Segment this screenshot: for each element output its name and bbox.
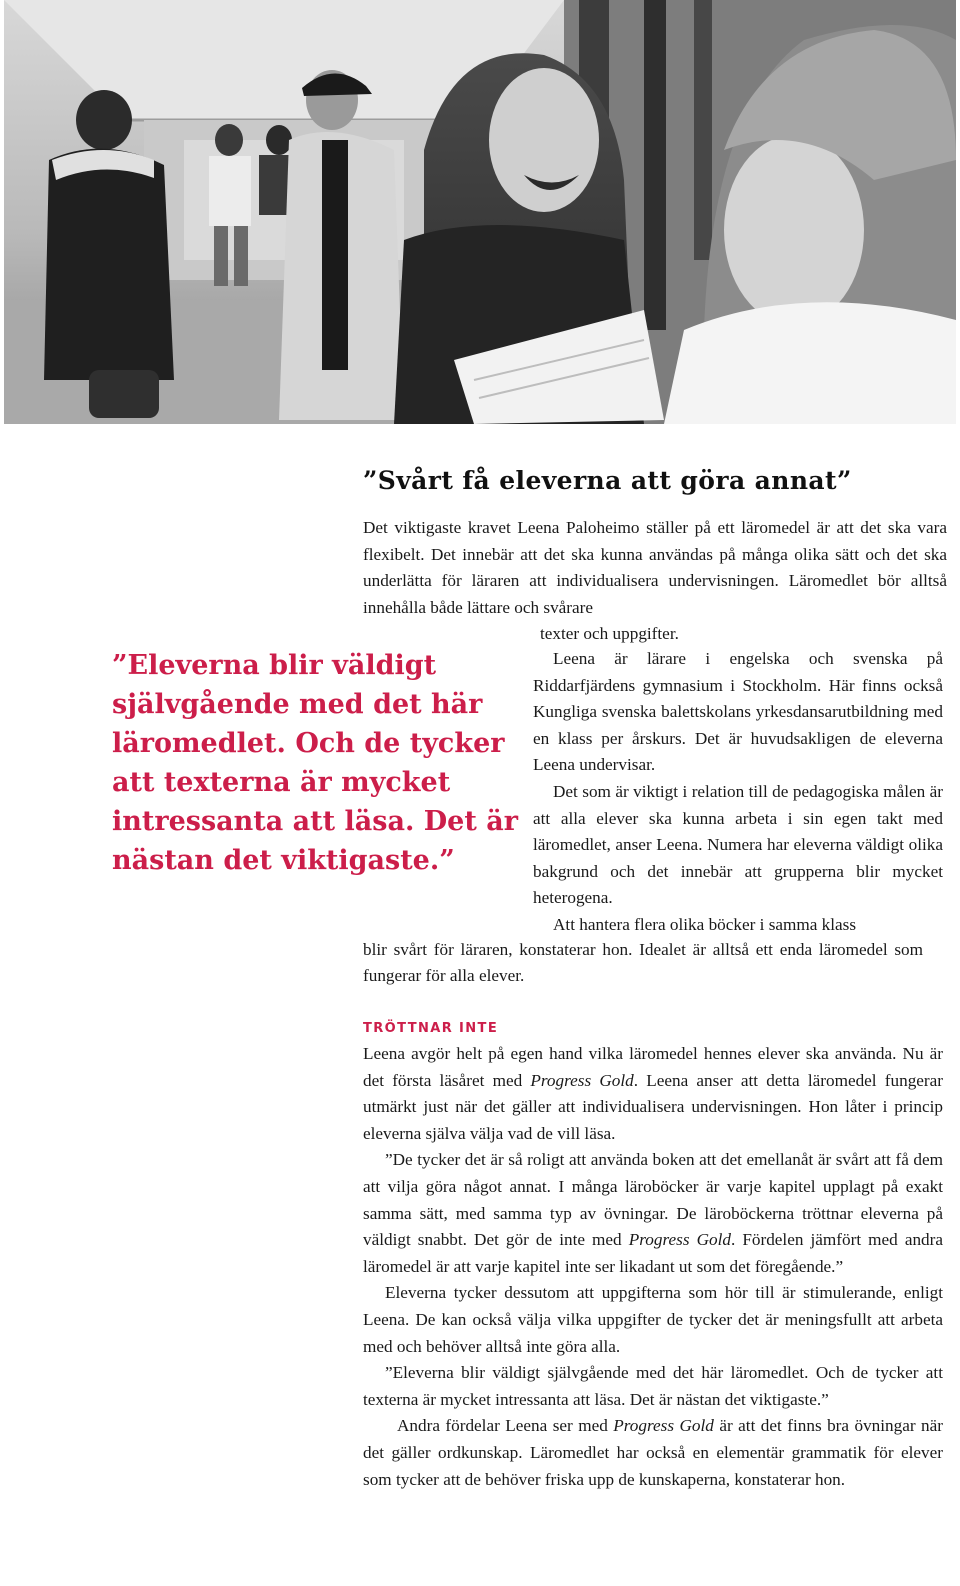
- intro-paragraph-end: texter och uppgifter.: [540, 624, 679, 643]
- paragraph-multiple-books-end: blir svårt för läraren, konstaterar hon. Idealet är alltså ett enda läromedel som fungerar för alla elever.: [363, 939, 923, 986]
- photo-students-corridor: [4, 0, 956, 424]
- paragraph-quote-independent: ”Eleverna blir väldigt självgående med det här läromedlet. Och de tycker att texterna är mycket intressanta att läsa. Det är nästan det viktigaste.”: [363, 1363, 943, 1409]
- photo-students-corridor-icon: [4, 0, 956, 424]
- intro-paragraph: Det viktigaste kravet Leena Paloheimo ställer på ett läromedel är att det ska vara flexibelt. Det innebär att det ska kunna användas på många olika sätt och det ska underlätta för läraren att individualisera undervisningen. Läromedlet bör alltså innehålla både lättare och svårare: [363, 518, 947, 617]
- section-subhead: TRÖTTNAR INTE: [363, 1021, 499, 1036]
- paragraph-other-benefits: Andra fördelar Leena ser med Progress Gold är att det finns bra övningar när det gäller ordkunskap. Läromedlet har också en elementär grammatik för elever som tycker att de behöver friska upp de kunskaperna, konstaterar hon.: [363, 1416, 943, 1489]
- paragraph-quote-fun: ”De tycker det är så roligt att använda boken att det emellanåt är svårt att få dem att vilja göra något annat. I många läroböcker är varje kapitel upplagt på exakt samma sätt, med samma typ av övningar. De läroböckerna tröttnar eleverna på väldigt snabbt. Det gör de inte med Progress Gold. Fördelen jämfört med andra läromedel är att varje kapitel inte ser likadant ut som det föregående.”: [363, 1150, 943, 1276]
- section-body: [363, 1041, 943, 1493]
- pull-quote: ”Eleverna blir väldigt självgående med det här läromedlet. Och de tycker att texterna är mycket intressanta att läsa. Det är nästan det viktigaste.”: [112, 650, 518, 876]
- paragraph-choice: Leena avgör helt på egen hand vilka läromedel hennes elever ska använda. Nu är det första läsåret med Progress Gold. Leena anser att detta läromedel fungerar utmärkt just när det gäller att individualisera undervisningen. Hon låter i princip eleverna själva välja vad de vill läsa.: [363, 1044, 943, 1143]
- paragraph-multiple-books-start: Att hantera flera olika böcker i samma klass: [553, 914, 857, 934]
- narrow-column: [533, 646, 943, 939]
- wide-continuation: [363, 910, 923, 990]
- paragraph-pedagogical-goals: Det som är viktigt i relation till de pedagogiska målen är att alla elever ska kunna arbeta i sin egen takt med läromedlet, anser Leena. Numera har eleverna väldigt olika bakgrund och det innebär att grupperna blir mycket heterogena.: [533, 781, 943, 908]
- article-headline: ”Svårt få eleverna att göra annat”: [363, 466, 852, 495]
- paragraph-exercises: Eleverna tycker dessutom att uppgifterna som hör till är stimulerande, enligt Leena. De kan också välja vilka uppgifter de tycker det är meningsfullt att arbeta med och behöver alltså inte göra alla.: [363, 1283, 943, 1356]
- paragraph-teacher-intro: Leena är lärare i engelska och svenska på Riddarfjärdens gymnasium i Stockholm. Här finns också Kungliga svenska balettskolans yrkesdansarutbildning med en klass per årskurs. Det är huvudsakligen de eleverna Leena undervisar.: [533, 649, 943, 775]
